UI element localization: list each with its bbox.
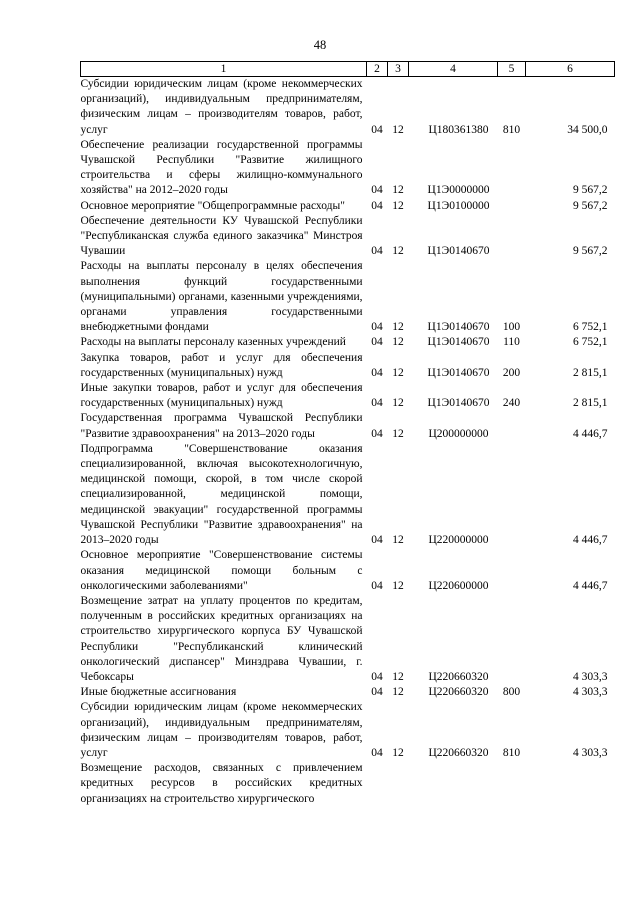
cell-expense-type: 110 [503,336,520,349]
cell-name: Государственная программа Чувашской Республики "Развитие здравоохранения" на 2013–2020 годы [80,412,363,440]
cell-name: Возмещение расходов, связанных с привлечением кредитных ресурсов в российских кредитных организациях на строительство хирургического [80,762,363,805]
cell-subsection: 12 [392,746,404,759]
cell-subsection: 12 [392,184,404,197]
cell-name: Закупка товаров, работ и услуг для обеспечения государственных (муниципальных) нужд [80,351,363,379]
cell-target-article: Ц200000000 [428,427,489,440]
cell-subsection: 12 [392,366,404,379]
cell-amount: 4 446,7 [573,427,608,440]
cell-target-article: Ц220660320 [428,746,489,759]
cell-subsection [388,761,409,807]
cell-subsection: 12 [392,579,404,592]
cell-expense-type: 810 [502,123,521,136]
cell-amount: 9 567,2 [573,245,608,258]
cell-amount [526,761,615,807]
cell-target-article: Ц1Э0100000 [427,199,490,212]
cell-target-article: Ц1Э0140670 [427,336,490,349]
cell-name: Расходы на выплаты персоналу казенных учреждений [80,336,346,349]
table-header-row [81,62,615,77]
cell-target-article [409,761,498,807]
table-row [81,259,615,335]
cell-name: Субсидии юридическим лицам (кроме некоммерческих организаций), индивидуальным предпринимателям, физическим лицам – производителям товаров, работ, услуг [80,701,363,759]
table-row [81,548,615,594]
cell-name: Возмещение затрат на уплату процентов по кредитам, полученным в российских кредитных организациях на строительство хирургического корпуса БУ Чувашской Республики "Республиканский клинический онкологический диспансер" Минздрава Чувашии, г. Чебоксары [80,594,363,683]
cell-expense-type [498,594,526,685]
cell-target-article: Ц220660320 [428,686,489,699]
cell-section: 04 [371,670,383,683]
col-header-name: 1 [81,62,367,77]
cell-amount: 2 815,1 [573,366,608,379]
cell-expense-type: 800 [502,686,521,699]
cell-subsection: 12 [392,534,404,547]
col-header-subsection: 3 [388,62,409,77]
cell-section: 04 [371,579,383,592]
cell-name: Иные бюджетные ассигнования [80,686,237,699]
cell-target-article: Ц1Э0140670 [427,397,490,410]
cell-target-article: Ц180361380 [428,123,489,136]
cell-amount: 4 303,3 [573,746,608,759]
cell-subsection: 12 [392,686,404,699]
cell-subsection: 12 [392,245,404,258]
cell-expense-type [498,761,526,807]
col-header-expense-type: 5 [498,62,526,77]
cell-section [367,761,388,807]
cell-name: Обеспечение деятельности КУ Чувашской Республики "Республиканская служба единого заказчика" Минстроя Чувашии [80,214,363,258]
table-row [81,411,615,441]
cell-amount: 34 500,0 [567,123,608,136]
cell-amount: 9 567,2 [573,199,608,212]
cell-expense-type [498,442,526,548]
cell-amount: 4 303,3 [573,686,608,699]
cell-expense-type [498,411,526,441]
cell-amount: 9 567,2 [573,184,608,197]
cell-section: 04 [371,245,383,258]
cell-name: Обеспечение реализации государственной программы Чувашской Республики "Развитие жилищного строительства и сферы жилищно-коммунального хозяйства" на 2012–2020 годы [80,138,363,197]
cell-name: Подпрограмма "Совершенствование оказания специализированной, включая высокотехнологичную, медицинской помощи, скорой, в том числе скорой специализированной, медицинской помощи, медицинской эвакуации" государственной программы Чувашской Республики "Развитие здравоохранения" на 2013–2020 годы [80,442,363,547]
table-row [81,442,615,548]
cell-amount: 4 446,7 [573,579,608,592]
cell-section: 04 [371,534,383,547]
cell-target-article: Ц1Э0000000 [427,184,490,197]
cell-section: 04 [371,686,383,699]
cell-expense-type: 240 [502,397,521,410]
cell-section: 04 [371,397,383,410]
cell-target-article: Ц1Э0140670 [427,321,490,334]
col-header-target-article: 4 [409,62,498,77]
cell-subsection: 12 [392,123,404,136]
cell-name: Иные закупки товаров, работ и услуг для обеспечения государственных (муниципальных) нужд [80,382,363,410]
table-row [81,761,615,807]
cell-target-article: Ц1Э0140670 [427,366,490,379]
cell-section: 04 [371,427,383,440]
page-number: 48 [313,38,327,52]
cell-target-article: Ц1Э0140670 [427,245,490,258]
table-row [81,214,615,260]
cell-amount: 2 815,1 [573,397,608,410]
table-row [81,594,615,685]
cell-amount: 6 752,1 [573,336,608,349]
cell-expense-type: 810 [502,746,521,759]
cell-amount: 4 446,7 [573,534,608,547]
cell-amount: 6 752,1 [573,321,608,334]
cell-section: 04 [371,336,383,349]
cell-amount: 4 303,3 [573,670,608,683]
cell-expense-type [498,138,526,199]
cell-subsection: 12 [392,670,404,683]
cell-subsection: 12 [392,199,404,212]
budget-table [80,61,615,807]
col-header-section: 2 [367,62,388,77]
cell-subsection: 12 [392,321,404,334]
cell-target-article: Ц220000000 [428,534,489,547]
cell-expense-type [498,548,526,594]
cell-name: Основное мероприятие "Общепрограммные расходы" [80,199,345,212]
cell-expense-type [498,214,526,260]
cell-section: 04 [371,123,383,136]
cell-subsection: 12 [392,427,404,440]
cell-section: 04 [371,184,383,197]
cell-target-article: Ц220600000 [428,579,489,592]
table-row [81,77,615,138]
cell-name: Расходы на выплаты персоналу в целях обеспечения выполнения функций государственными (муниципальными) органами, казенными учреждениями, органами управления государственными внебюджетными фондами [80,260,363,334]
cell-expense-type: 200 [502,366,521,379]
cell-name: Основное мероприятие "Совершенствование системы оказания медицинской помощи больным с онкологическими заболеваниями" [80,549,363,592]
cell-expense-type: 100 [502,321,521,334]
cell-subsection: 12 [392,397,404,410]
col-header-amount: 6 [526,62,615,77]
table-row [81,700,615,761]
cell-section: 04 [371,321,383,334]
table-row [81,381,615,411]
cell-name: Субсидии юридическим лицам (кроме некоммерческих организаций), индивидуальным предпринимателям, физическим лицам – производителям товаров, работ, услуг [80,78,363,136]
cell-section: 04 [371,199,383,212]
table-row [81,335,615,350]
cell-section: 04 [371,746,383,759]
cell-subsection: 12 [392,336,404,349]
cell-section: 04 [371,366,383,379]
cell-target-article: Ц220660320 [428,670,489,683]
table-row [81,199,615,214]
table-row [81,685,615,700]
cell-expense-type [498,199,526,214]
table-body [81,77,615,807]
table-row [81,351,615,381]
table-row [81,138,615,199]
